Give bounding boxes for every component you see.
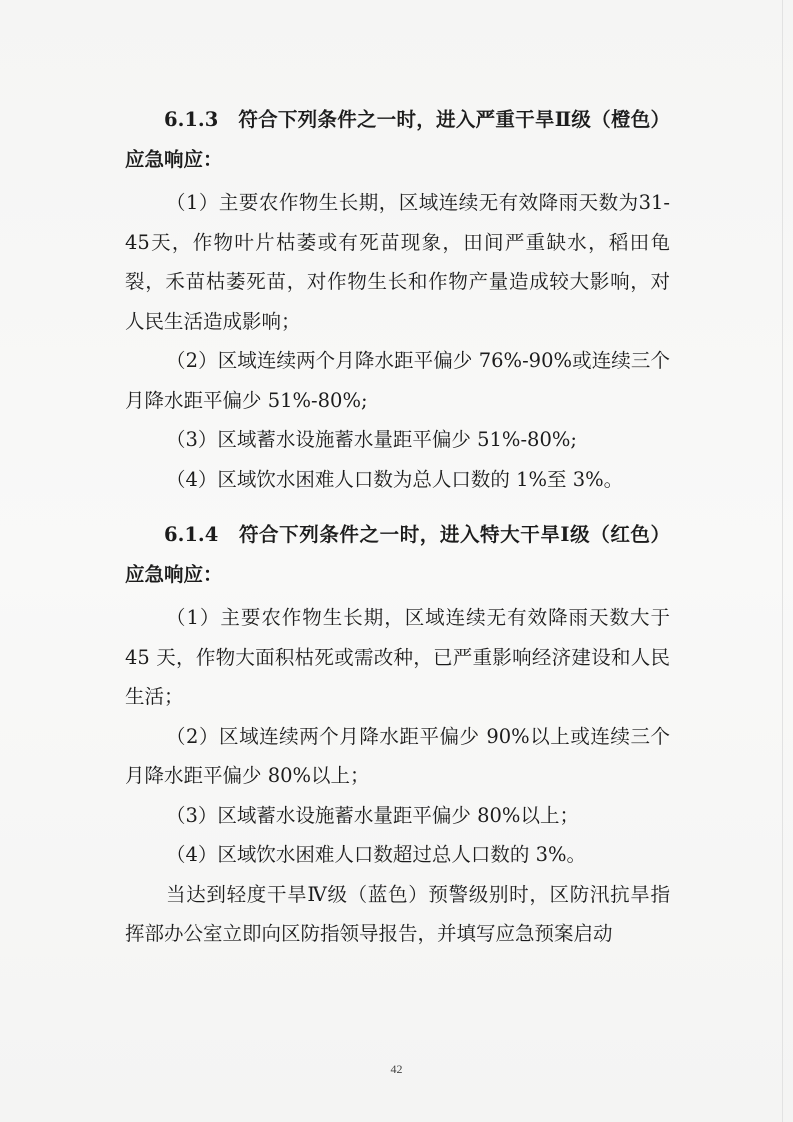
list-item: （2）区域连续两个月降水距平偏少 90%以上或连续三个月降水距平偏少 80%以上； xyxy=(125,724,670,787)
list-item: （3）区域蓄水设施蓄水量距平偏少 51%-80%; xyxy=(166,428,577,451)
page-number: 42 xyxy=(390,1062,403,1076)
list-item: （1）主要农作物生长期，区域连续无有效降雨天数大于 45 天，作物大面积枯死或需改种，已严重影响经济建设和人民生活； xyxy=(125,606,670,708)
closing-paragraph: 当达到轻度干旱Ⅳ级（蓝色）预警级别时，区防汛抗旱指挥部办公室立即向区防指领导报告，并填写应急预案启动 xyxy=(125,882,670,945)
list-item: （3）区域蓄水设施蓄水量距平偏少 80%以上； xyxy=(166,803,579,827)
section-heading-6-1-4: 6.1.4 符合下列条件之一时，进入特大干旱Ⅰ级（红色）应急响应： xyxy=(125,523,670,586)
list-item: （1）主要农作物生长期，区域连续无有效降雨天数为31-45天，作物叶片枯萎或有死苗现象，田间严重缺水，稻田龟裂，禾苗枯萎死苗，对作物生长和作物产量造成较大影响，对人民生活造成影响； xyxy=(125,191,670,333)
scan-edge-line xyxy=(782,0,783,1122)
section-heading-6-1-3: 6.1.3 符合下列条件之一时，进入严重干旱Ⅱ级（橙色）应急响应： xyxy=(125,108,670,171)
list-item: （4）区域饮水困难人口数为总人口数的 1%至 3%。 xyxy=(166,467,624,491)
list-item: （2）区域连续两个月降水距平偏少 76%-90%或连续三个月降水距平偏少 51%-80%; xyxy=(125,349,670,412)
document-body xyxy=(125,100,670,954)
list-item: （4）区域饮水困难人口数超过总人口数的 3%。 xyxy=(166,843,587,866)
